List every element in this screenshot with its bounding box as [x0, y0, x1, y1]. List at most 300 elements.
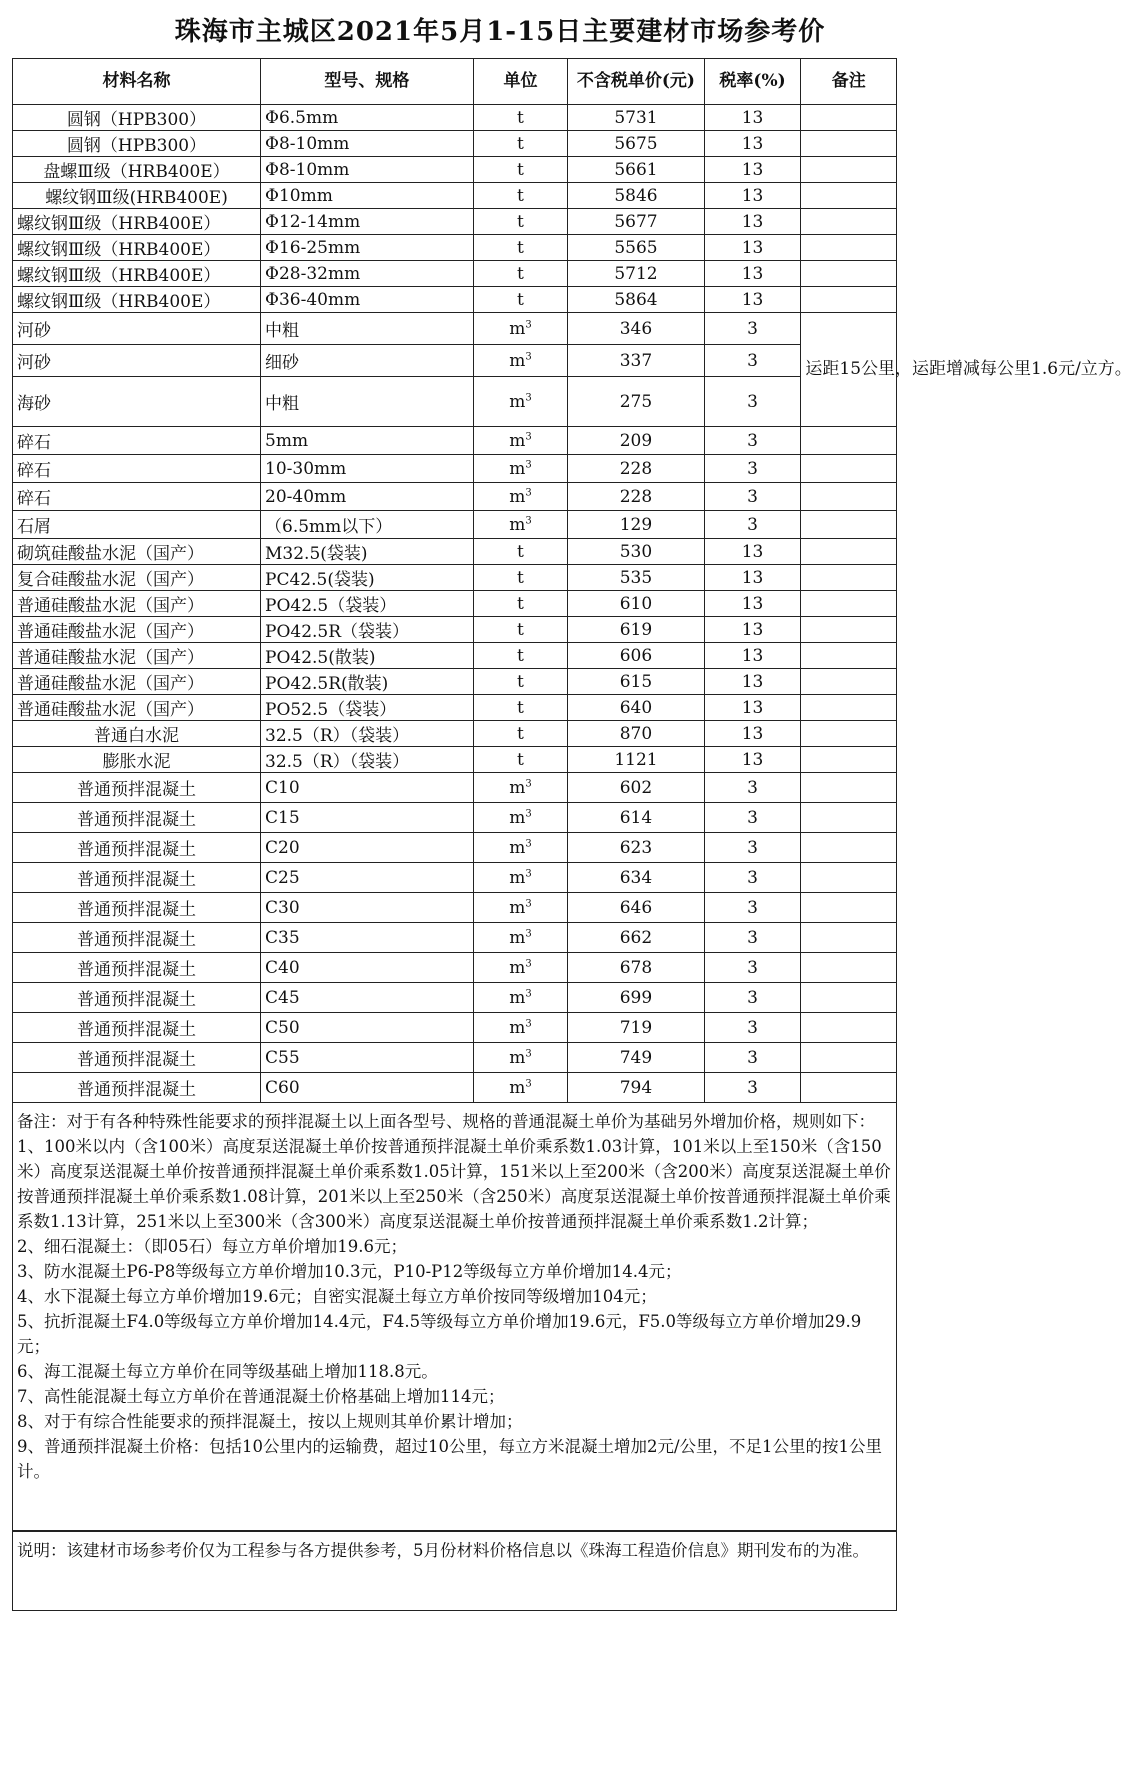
- table-row: [13, 863, 897, 893]
- unit-exponent: 3: [525, 927, 532, 939]
- sand-note-cell: 运距15公里，运距增减每公里1.6元/立方。: [801, 313, 897, 427]
- header-tax: 税率(%): [704, 59, 801, 105]
- unit-base: m: [509, 350, 526, 371]
- price-cell: 870: [568, 721, 705, 747]
- price-cell: 602: [568, 773, 705, 803]
- tax-rate-cell: 13: [704, 287, 801, 313]
- spec-cell: PO42.5（袋装）: [261, 591, 474, 617]
- spec-cell: C15: [261, 803, 474, 833]
- note-cell: [801, 863, 897, 893]
- tax-rate-cell: 3: [704, 377, 801, 427]
- unit-cell: t: [473, 105, 567, 131]
- spec-cell: Φ12-14mm: [261, 209, 474, 235]
- price-cell: 337: [568, 345, 705, 377]
- note-cell: [801, 643, 897, 669]
- table-row: [13, 923, 897, 953]
- table-row: [13, 105, 897, 131]
- tax-rate-cell: 3: [704, 483, 801, 511]
- unit-cell: [473, 483, 567, 511]
- table-row: [13, 131, 897, 157]
- table-row: [13, 157, 897, 183]
- material-name-cell: 普通预拌混凝土: [13, 803, 261, 833]
- price-cell: 678: [568, 953, 705, 983]
- page-title: 珠海市主城区2021年5月1-15日主要建材市场参考价: [174, 17, 826, 47]
- tax-rate-cell: 13: [704, 695, 801, 721]
- material-name-cell: 膨胀水泥: [13, 747, 261, 773]
- tax-rate-cell: 3: [704, 1043, 801, 1073]
- note-cell: [801, 1043, 897, 1073]
- table-row: [13, 483, 897, 511]
- note-cell: [801, 953, 897, 983]
- note-cell: [801, 235, 897, 261]
- unit-cell: t: [473, 591, 567, 617]
- unit-cell: t: [473, 183, 567, 209]
- tax-rate-cell: 13: [704, 183, 801, 209]
- tax-rate-cell: 13: [704, 669, 801, 695]
- unit-exponent: 3: [525, 391, 532, 403]
- table-row: [13, 1073, 897, 1103]
- tax-rate-cell: 13: [704, 209, 801, 235]
- unit-cell: [473, 803, 567, 833]
- price-cell: 623: [568, 833, 705, 863]
- tax-rate-cell: 13: [704, 643, 801, 669]
- note-line: 3、防水混凝土P6-P8等级每立方单价增加10.3元，P10-P12等级每立方单价增加14.4元；: [17, 1262, 682, 1281]
- material-name-cell: 普通硅酸盐水泥（国产）: [13, 695, 261, 721]
- note-cell: [801, 1073, 897, 1103]
- note-cell: [801, 539, 897, 565]
- header-name: 材料名称: [13, 59, 261, 105]
- table-row: [13, 773, 897, 803]
- note-cell: [801, 923, 897, 953]
- unit-exponent: 3: [525, 486, 532, 498]
- price-cell: 1121: [568, 747, 705, 773]
- material-name-cell: 普通预拌混凝土: [13, 863, 261, 893]
- spec-cell: 10-30mm: [261, 455, 474, 483]
- unit-exponent: 3: [525, 350, 532, 362]
- spec-cell: PO42.5(散装): [261, 643, 474, 669]
- note-cell: [801, 105, 897, 131]
- tax-rate-cell: 3: [704, 803, 801, 833]
- unit-exponent: 3: [525, 837, 532, 849]
- price-cell: 5712: [568, 261, 705, 287]
- note-line: 4、水下混凝土每立方单价增加19.6元；自密实混凝土每立方单价按同等级增加104元；: [17, 1287, 657, 1306]
- material-name-cell: 普通预拌混凝土: [13, 833, 261, 863]
- unit-base: m: [509, 391, 526, 412]
- note-cell: [801, 983, 897, 1013]
- spec-cell: Φ10mm: [261, 183, 474, 209]
- tax-rate-cell: 3: [704, 1013, 801, 1043]
- note-line: 8、对于有综合性能要求的预拌混凝土，按以上规则其单价累计增加；: [17, 1412, 523, 1431]
- unit-exponent: 3: [525, 957, 532, 969]
- unit-cell: [473, 773, 567, 803]
- notes-block: [12, 1103, 897, 1531]
- unit-base: m: [509, 867, 526, 888]
- unit-exponent: 3: [525, 897, 532, 909]
- tax-rate-cell: 3: [704, 893, 801, 923]
- table-row: [13, 669, 897, 695]
- tax-rate-cell: 3: [704, 863, 801, 893]
- unit-exponent: 3: [525, 1047, 532, 1059]
- note-cell: [801, 455, 897, 483]
- tax-rate-cell: 13: [704, 591, 801, 617]
- spec-cell: PO52.5（袋装）: [261, 695, 474, 721]
- spec-cell: M32.5(袋装): [261, 539, 474, 565]
- note-cell: [801, 131, 897, 157]
- price-cell: 5846: [568, 183, 705, 209]
- tax-rate-cell: 3: [704, 345, 801, 377]
- unit-cell: t: [473, 209, 567, 235]
- unit-exponent: 3: [525, 318, 532, 330]
- price-cell: 5864: [568, 287, 705, 313]
- material-name-cell: 河砂: [13, 345, 261, 377]
- table-row: [13, 209, 897, 235]
- unit-exponent: 3: [525, 867, 532, 879]
- material-name-cell: 碎石: [13, 427, 261, 455]
- note-cell: [801, 617, 897, 643]
- unit-base: m: [509, 318, 526, 339]
- unit-cell: [473, 983, 567, 1013]
- material-name-cell: 普通硅酸盐水泥（国产）: [13, 643, 261, 669]
- price-cell: 275: [568, 377, 705, 427]
- price-cell: 5661: [568, 157, 705, 183]
- spec-cell: 5mm: [261, 427, 474, 455]
- note-line: 6、海工混凝土每立方单价在同等级基础上增加118.8元。: [17, 1362, 438, 1381]
- tax-rate-cell: 13: [704, 235, 801, 261]
- note-cell: [801, 833, 897, 863]
- material-name-cell: 普通预拌混凝土: [13, 893, 261, 923]
- price-cell: 646: [568, 893, 705, 923]
- spec-cell: C60: [261, 1073, 474, 1103]
- header-unit: 单位: [473, 59, 567, 105]
- tax-rate-cell: 3: [704, 455, 801, 483]
- spec-cell: Φ36-40mm: [261, 287, 474, 313]
- note-cell: [801, 157, 897, 183]
- table-row: [13, 953, 897, 983]
- material-name-cell: 砌筑硅酸盐水泥（国产）: [13, 539, 261, 565]
- unit-exponent: 3: [525, 1077, 532, 1089]
- header-spec: 型号、规格: [261, 59, 474, 105]
- spec-cell: C25: [261, 863, 474, 893]
- unit-cell: [473, 427, 567, 455]
- spec-cell: Φ6.5mm: [261, 105, 474, 131]
- spec-cell: 中粗: [261, 313, 474, 345]
- tax-rate-cell: 3: [704, 511, 801, 539]
- unit-base: m: [509, 1077, 526, 1098]
- unit-base: m: [509, 777, 526, 798]
- note-cell: [801, 287, 897, 313]
- price-cell: 209: [568, 427, 705, 455]
- price-cell: 640: [568, 695, 705, 721]
- material-name-cell: 普通预拌混凝土: [13, 1073, 261, 1103]
- unit-cell: t: [473, 235, 567, 261]
- unit-cell: t: [473, 261, 567, 287]
- table-row: [13, 427, 897, 455]
- table-row: [13, 893, 897, 923]
- spec-cell: C45: [261, 983, 474, 1013]
- note-line: 5、抗折混凝土F4.0等级每立方单价增加14.4元，F4.5等级每立方单价增加19.6元，F5.0等级每立方单价增加29.9元；: [17, 1312, 862, 1356]
- note-cell: [801, 209, 897, 235]
- table-row: [13, 747, 897, 773]
- note-cell: [801, 1013, 897, 1043]
- table-row: [13, 287, 897, 313]
- material-name-cell: 盘螺Ⅲ级（HRB400E）: [13, 157, 261, 183]
- material-name-cell: 圆钢（HPB300）: [13, 105, 261, 131]
- tax-rate-cell: 3: [704, 1073, 801, 1103]
- material-name-cell: 普通预拌混凝土: [13, 983, 261, 1013]
- material-name-cell: 普通硅酸盐水泥（国产）: [13, 617, 261, 643]
- unit-cell: [473, 893, 567, 923]
- spec-cell: Φ16-25mm: [261, 235, 474, 261]
- table-row: [13, 803, 897, 833]
- tax-rate-cell: 13: [704, 565, 801, 591]
- table-row: [13, 721, 897, 747]
- unit-exponent: 3: [525, 1017, 532, 1029]
- material-name-cell: 普通预拌混凝土: [13, 1013, 261, 1043]
- price-cell: 228: [568, 483, 705, 511]
- unit-cell: t: [473, 747, 567, 773]
- table-header-row: [13, 59, 897, 105]
- unit-exponent: 3: [525, 807, 532, 819]
- price-cell: 530: [568, 539, 705, 565]
- spec-cell: Φ8-10mm: [261, 131, 474, 157]
- unit-base: m: [509, 486, 526, 507]
- note-cell: [801, 565, 897, 591]
- unit-base: m: [509, 987, 526, 1008]
- spec-cell: （6.5mm以下）: [261, 511, 474, 539]
- spec-cell: C35: [261, 923, 474, 953]
- note-cell: [801, 747, 897, 773]
- price-cell: 615: [568, 669, 705, 695]
- unit-cell: [473, 953, 567, 983]
- price-cell: 5731: [568, 105, 705, 131]
- note-line: 2、细石混凝土：（即05石）每立方单价增加19.6元；: [17, 1237, 407, 1256]
- unit-cell: [473, 863, 567, 893]
- unit-cell: t: [473, 539, 567, 565]
- table-row: [13, 261, 897, 287]
- spec-cell: 中粗: [261, 377, 474, 427]
- material-name-cell: 海砂: [13, 377, 261, 427]
- spec-cell: C10: [261, 773, 474, 803]
- material-name-cell: 普通硅酸盐水泥（国产）: [13, 591, 261, 617]
- unit-base: m: [509, 430, 526, 451]
- note-cell: [801, 591, 897, 617]
- material-name-cell: 普通白水泥: [13, 721, 261, 747]
- price-cell: 719: [568, 1013, 705, 1043]
- unit-base: m: [509, 957, 526, 978]
- spec-cell: PO42.5R(散装): [261, 669, 474, 695]
- spec-cell: C50: [261, 1013, 474, 1043]
- note-cell: [801, 773, 897, 803]
- unit-cell: t: [473, 157, 567, 183]
- material-name-cell: 螺纹钢Ⅲ级（HRB400E）: [13, 287, 261, 313]
- material-name-cell: 普通预拌混凝土: [13, 773, 261, 803]
- unit-cell: [473, 923, 567, 953]
- price-cell: 634: [568, 863, 705, 893]
- unit-cell: t: [473, 669, 567, 695]
- header-note: 备注: [801, 59, 897, 105]
- price-cell: 619: [568, 617, 705, 643]
- unit-exponent: 3: [525, 514, 532, 526]
- unit-cell: [473, 511, 567, 539]
- unit-base: m: [509, 1047, 526, 1068]
- material-name-cell: 复合硅酸盐水泥（国产）: [13, 565, 261, 591]
- table-row: [13, 565, 897, 591]
- note-cell: [801, 261, 897, 287]
- header-price: 不含税单价(元): [568, 59, 705, 105]
- note-cell: [801, 893, 897, 923]
- unit-cell: [473, 455, 567, 483]
- tax-rate-cell: 13: [704, 539, 801, 565]
- unit-cell: [473, 833, 567, 863]
- note-line: 1、100米以内（含100米）高度泵送混凝土单价按普通预拌混凝土单价乘系数1.03计算，101米以上至150米（含150米）高度泵送混凝土单价按普通预拌混凝土单价乘系数1.05计算，151米以上至200米（含200米）高度泵送混凝土单价按普通预拌混凝土单价乘系数1.08计算，201米以上至250米（含250米）高度泵送混凝土单价按普通预拌混凝土单价乘系数1.13计算，251米以上至300米（含300米）高度泵送混凝土单价按普通预拌混凝土单价乘系数1.2计算；: [17, 1137, 891, 1231]
- table-row: [13, 617, 897, 643]
- tax-rate-cell: 13: [704, 105, 801, 131]
- footer-note: 说明：该建材市场参考价仅为工程参与各方提供参考，5月份材料价格信息以《珠海工程造价信息》期刊发布的为准。: [12, 1531, 897, 1611]
- note-cell: [801, 803, 897, 833]
- unit-base: m: [509, 927, 526, 948]
- tax-rate-cell: 3: [704, 983, 801, 1013]
- price-cell: 228: [568, 455, 705, 483]
- tax-rate-cell: 3: [704, 953, 801, 983]
- tax-rate-cell: 13: [704, 131, 801, 157]
- unit-exponent: 3: [525, 430, 532, 442]
- tax-rate-cell: 3: [704, 427, 801, 455]
- unit-cell: [473, 377, 567, 427]
- table-row: [13, 983, 897, 1013]
- price-cell: 662: [568, 923, 705, 953]
- unit-cell: [473, 1043, 567, 1073]
- unit-base: m: [509, 837, 526, 858]
- unit-exponent: 3: [525, 987, 532, 999]
- table-row: [13, 511, 897, 539]
- spec-cell: PC42.5(袋装): [261, 565, 474, 591]
- material-name-cell: 普通硅酸盐水泥（国产）: [13, 669, 261, 695]
- unit-cell: t: [473, 643, 567, 669]
- note-line: 7、高性能混凝土每立方单价在普通混凝土价格基础上增加114元；: [17, 1387, 505, 1406]
- note-cell: [801, 427, 897, 455]
- unit-cell: [473, 1073, 567, 1103]
- unit-cell: [473, 345, 567, 377]
- price-sheet: [12, 6, 1132, 1611]
- material-name-cell: 碎石: [13, 483, 261, 511]
- note-cell: [801, 721, 897, 747]
- price-cell: 5675: [568, 131, 705, 157]
- spec-cell: 32.5（R）（袋装）: [261, 747, 474, 773]
- unit-cell: [473, 1013, 567, 1043]
- material-name-cell: 普通预拌混凝土: [13, 953, 261, 983]
- unit-cell: t: [473, 131, 567, 157]
- spec-cell: 32.5（R）（袋装）: [261, 721, 474, 747]
- price-cell: 610: [568, 591, 705, 617]
- material-name-cell: 圆钢（HPB300）: [13, 131, 261, 157]
- material-name-cell: 碎石: [13, 455, 261, 483]
- unit-cell: t: [473, 565, 567, 591]
- unit-base: m: [509, 458, 526, 479]
- unit-base: m: [509, 897, 526, 918]
- spec-cell: 20-40mm: [261, 483, 474, 511]
- table-row: [13, 183, 897, 209]
- table-row: [13, 345, 897, 377]
- price-cell: 5565: [568, 235, 705, 261]
- material-name-cell: 螺纹钢Ⅲ级（HRB400E）: [13, 209, 261, 235]
- price-cell: 614: [568, 803, 705, 833]
- note-line: 备注：对于有各种特殊性能要求的预拌混凝土以上面各型号、规格的普通混凝土单价为基础另外增加价格，规则如下：: [17, 1112, 875, 1131]
- note-cell: [801, 183, 897, 209]
- tax-rate-cell: 13: [704, 157, 801, 183]
- material-name-cell: 螺纹钢Ⅲ级（HRB400E）: [13, 235, 261, 261]
- material-name-cell: 河砂: [13, 313, 261, 345]
- material-name-cell: 螺纹钢Ⅲ级(HRB400E): [13, 183, 261, 209]
- spec-cell: 细砂: [261, 345, 474, 377]
- unit-base: m: [509, 1017, 526, 1038]
- tax-rate-cell: 13: [704, 721, 801, 747]
- spec-cell: Φ8-10mm: [261, 157, 474, 183]
- material-name-cell: 螺纹钢Ⅲ级（HRB400E）: [13, 261, 261, 287]
- note-cell: [801, 669, 897, 695]
- table-row: [13, 377, 897, 427]
- spec-cell: C20: [261, 833, 474, 863]
- unit-base: m: [509, 514, 526, 535]
- table-row: [13, 643, 897, 669]
- spec-cell: C40: [261, 953, 474, 983]
- spec-cell: PO42.5R（袋装）: [261, 617, 474, 643]
- price-cell: 5677: [568, 209, 705, 235]
- material-name-cell: 普通预拌混凝土: [13, 1043, 261, 1073]
- material-name-cell: 普通预拌混凝土: [13, 923, 261, 953]
- note-cell: [801, 695, 897, 721]
- tax-rate-cell: 13: [704, 747, 801, 773]
- spec-cell: C30: [261, 893, 474, 923]
- price-cell: 346: [568, 313, 705, 345]
- tax-rate-cell: 13: [704, 261, 801, 287]
- table-row: [13, 539, 897, 565]
- price-table: [12, 58, 1132, 1103]
- price-cell: 535: [568, 565, 705, 591]
- note-line: 9、普通预拌混凝土价格：包括10公里内的运输费，超过10公里，每立方米混凝土增加2元/公里，不足1公里的按1公里计。: [17, 1437, 883, 1481]
- tax-rate-cell: 3: [704, 923, 801, 953]
- unit-cell: t: [473, 721, 567, 747]
- tax-rate-cell: 3: [704, 313, 801, 345]
- unit-exponent: 3: [525, 777, 532, 789]
- tax-rate-cell: 3: [704, 773, 801, 803]
- tax-rate-cell: 3: [704, 833, 801, 863]
- table-row: [13, 833, 897, 863]
- table-row: [13, 695, 897, 721]
- table-row: [13, 455, 897, 483]
- price-cell: 794: [568, 1073, 705, 1103]
- spec-cell: Φ28-32mm: [261, 261, 474, 287]
- price-cell: 129: [568, 511, 705, 539]
- table-row: [13, 591, 897, 617]
- unit-cell: t: [473, 695, 567, 721]
- unit-cell: t: [473, 287, 567, 313]
- note-cell: [801, 511, 897, 539]
- tax-rate-cell: 13: [704, 617, 801, 643]
- table-row: [13, 313, 897, 345]
- table-row: [13, 235, 897, 261]
- unit-cell: t: [473, 617, 567, 643]
- price-cell: 699: [568, 983, 705, 1013]
- table-row: [13, 1043, 897, 1073]
- material-name-cell: 石屑: [13, 511, 261, 539]
- unit-base: m: [509, 807, 526, 828]
- price-cell: 606: [568, 643, 705, 669]
- unit-exponent: 3: [525, 458, 532, 470]
- spec-cell: C55: [261, 1043, 474, 1073]
- price-cell: 749: [568, 1043, 705, 1073]
- table-row: [13, 1013, 897, 1043]
- unit-cell: [473, 313, 567, 345]
